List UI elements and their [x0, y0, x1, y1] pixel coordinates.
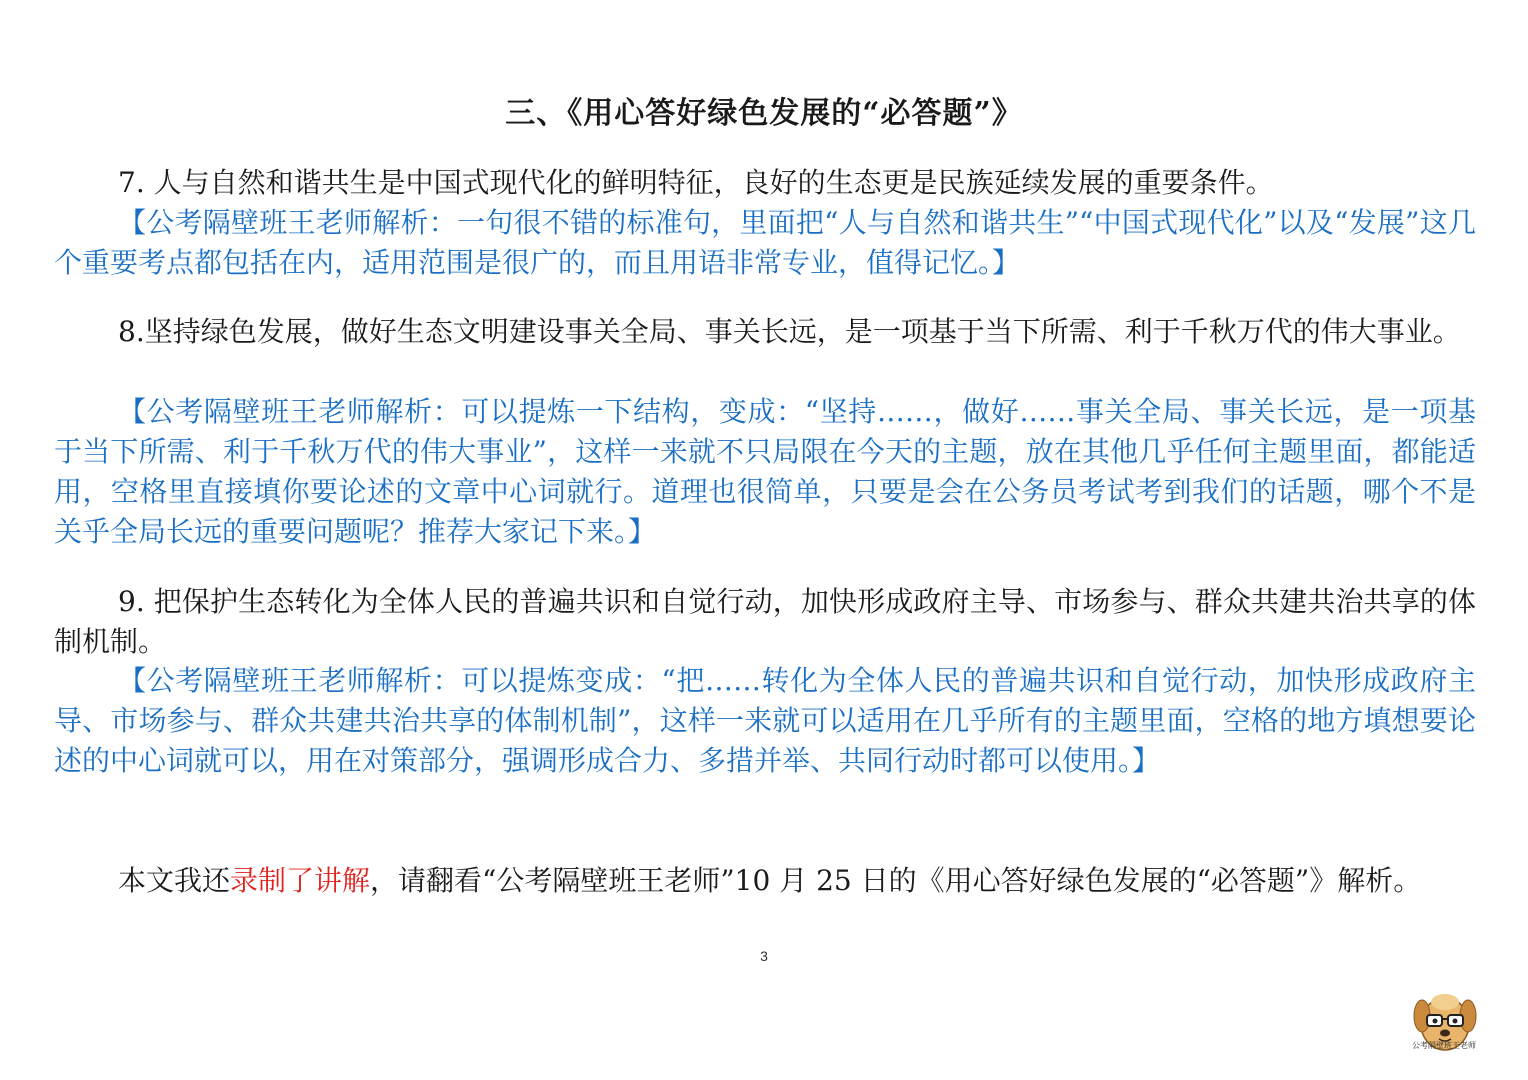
page-number: 3: [760, 948, 768, 964]
item-8-text: 8.坚持绿色发展，做好生态文明建设事关全局、事关长远，是一项基于当下所需、利于千秋万代的伟大事业。: [118, 315, 1461, 348]
closing-before: 本文我还: [118, 864, 231, 897]
closing-paragraph: [54, 861, 1476, 901]
closing-after: ，请翻看“公考隔壁班王老师”10 月 25 日的《用心答好绿色发展的“必答题”》解析。: [370, 864, 1422, 897]
item-7-analysis: 【公考隔壁班王老师解析：一句很不错的标准句，里面把“人与自然和谐共生”“中国式现代化”以及“发展”这几个重要考点都包括在内，适用范围是很广的，而且用语非常专业，值得记忆。】: [54, 206, 1476, 279]
section-title: 三、《用心答好绿色发展的“必答题”》: [505, 96, 1023, 131]
item-8-analysis: 【公考隔壁班王老师解析：可以提炼一下结构，变成：“坚持……，做好……事关全局、事关长远，是一项基于当下所需、利于千秋万代的伟大事业”，这样一来就不只局限在今天的主题，放在其他几乎任何主题里面，都能适用，空格里直接填你要论述的文章中心词就行。道理也很简单，只要是会在公务员考试考到我们的话题，哪个不是关乎全局长远的重要问题呢？推荐大家记下来。】: [54, 395, 1476, 548]
item-7-text: 7. 人与自然和谐共生是中国式现代化的鲜明特征，良好的生态更是民族延续发展的重要条件。: [118, 166, 1274, 199]
item-9-analysis: 【公考隔壁班王老师解析：可以提炼变成：“把……转化为全体人民的普遍共识和自觉行动，加快形成政府主导、市场参与、群众共建共治共享的体制机制”，这样一来就可以适用在几乎所有的主题里面，空格的地方填想要论述的中心词就可以，用在对策部分，强调形成合力、多措并举、共同行动时都可以使用。】: [54, 664, 1476, 777]
item-9-text: 9. 把保护生态转化为全体人民的普遍共识和自觉行动，加快形成政府主导、市场参与、群众共建共治共享的体制机制。: [54, 585, 1476, 658]
closing-highlight: 录制了讲解: [230, 864, 371, 897]
logo-caption: 公考隔壁班王老师: [1412, 1041, 1476, 1050]
